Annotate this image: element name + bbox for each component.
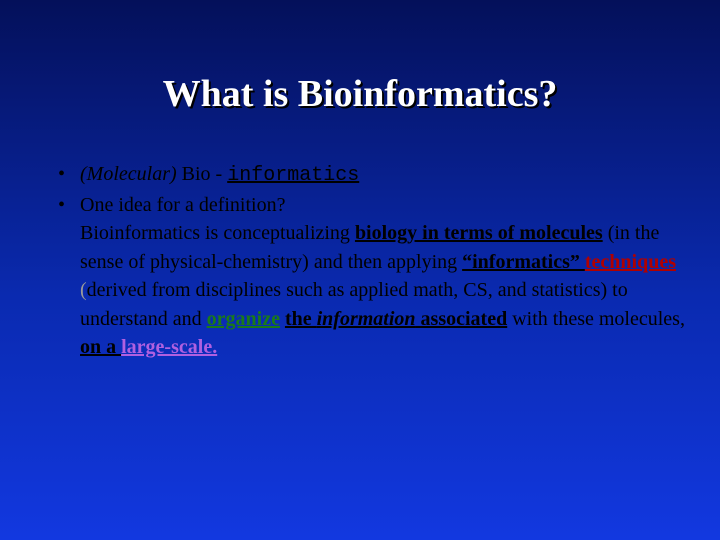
definition-text-4: with these molecules, xyxy=(507,307,685,330)
definition-techniques: techniques xyxy=(584,250,677,273)
definition-the: the xyxy=(284,307,317,330)
definition-on-a: on a xyxy=(80,336,122,358)
definition-biology-molecules: biology in terms of molecules xyxy=(354,222,603,244)
definition-organize: organize xyxy=(206,307,280,330)
bullet-list xyxy=(58,160,698,362)
definition-information: information xyxy=(316,307,416,330)
bullet1-informatics: informatics xyxy=(227,164,360,187)
bullet2-lead: One idea for a definition? xyxy=(80,193,286,216)
bullet-item-2 xyxy=(58,191,698,362)
definition-text-2: (in the sense of physical-chemistry) and then applying xyxy=(80,222,660,273)
bullet1-molecular: (Molecular) xyxy=(80,163,177,185)
definition-informatics: “informatics” xyxy=(462,250,585,273)
bullet1-bio: Bio - xyxy=(176,163,228,185)
bullet-dot: • xyxy=(58,193,66,216)
slide-title: What is Bioinformatics? xyxy=(162,73,558,115)
definition-text-1: Bioinformatics is conceptualizing xyxy=(80,222,355,244)
definition-large-scale: large-scale. xyxy=(121,336,218,358)
definition-text-3: derived from disciplines such as applied math, CS, and statistics) to understand and xyxy=(80,279,628,330)
definition-paren: ( xyxy=(80,279,87,301)
bullet-item-1 xyxy=(58,160,698,191)
definition-associated: associated xyxy=(415,307,508,330)
bullet-dot: • xyxy=(58,163,66,185)
